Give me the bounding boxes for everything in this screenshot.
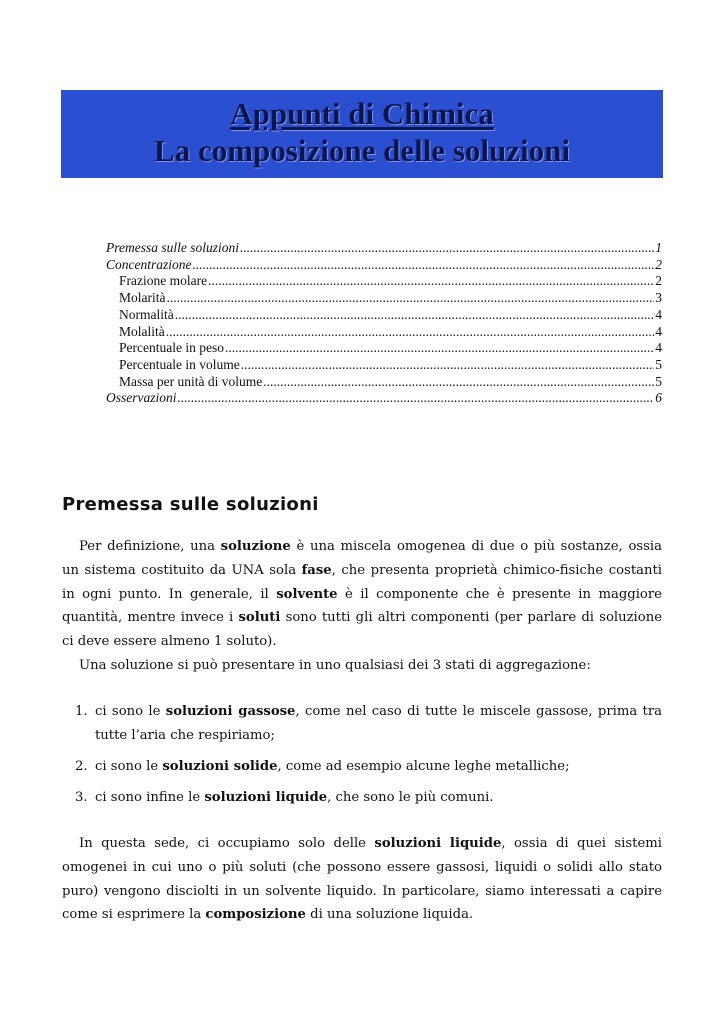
toc-entry[interactable]: Percentuale in volume ..... 5 [106, 357, 662, 374]
toc-entry[interactable]: Percentuale in peso ..... 4 [106, 340, 662, 357]
paragraph: Per definizione, una soluzione è una miscela omogenea di due o più sostanze, ossia un sistema costituito da UNA sola fase, che presenta proprietà chimico-fisiche costanti in ogni punto. In generale, il solvente è il componente che è presente in maggiore quantità, mentre invece i soluti sono tutti gli altri componenti (per parlare di soluzione ci deve essere almeno 1 soluto). [62, 539, 663, 650]
toc-entry[interactable]: Normalità ..... 4 [106, 307, 662, 324]
list-item: 1. ci sono le soluzioni gassose, come nel caso di tutte le miscele gassose, prima tra tutte l’aria che respiriamo; [75, 704, 663, 743]
paragraph: Una soluzione si può presentare in uno qualsiasi dei 3 stati di aggregazione: [79, 658, 591, 673]
numbered-list [75, 786, 662, 810]
toc-entry[interactable]: Frazione molare ..... 2 [106, 273, 662, 290]
numbered-list [75, 755, 662, 779]
toc-entry[interactable]: Osservazioni ..... 6 [106, 390, 662, 407]
toc-entry[interactable]: Massa per unità di volume ..... 5 [106, 374, 662, 391]
toc-entry[interactable]: Molarità ..... 3 [106, 290, 662, 307]
list-item: 2. ci sono le soluzioni solide, come ad esempio alcune leghe metalliche; [75, 759, 570, 774]
numbered-list [75, 700, 662, 748]
table-of-contents [106, 240, 662, 407]
title-banner [61, 90, 663, 178]
document-subtitle: La composizione delle soluzioni [154, 133, 570, 168]
toc-entry[interactable]: Molalità ..... 4 [106, 324, 662, 341]
list-item: 3. ci sono infine le soluzioni liquide, che sono le più comuni. [75, 790, 494, 805]
toc-entry[interactable]: Concentrazione ..... 2 [106, 257, 662, 274]
toc-entry[interactable]: Premessa sulle soluzioni ..... 1 [106, 240, 662, 257]
document-title: Appunti di Chimica [230, 96, 494, 131]
paragraph: In questa sede, ci occupiamo solo delle soluzioni liquide, ossia di quei sistemi omogenei in cui uno o più soluti (che possono essere gassosi, liquidi o solidi allo stato puro) vengono disciolti in un solvente liquido. In particolare, siamo interessati a capire come si esprimere la composizione di una soluzione liquida. [62, 836, 662, 923]
section-heading: Premessa sulle soluzioni [62, 494, 319, 515]
